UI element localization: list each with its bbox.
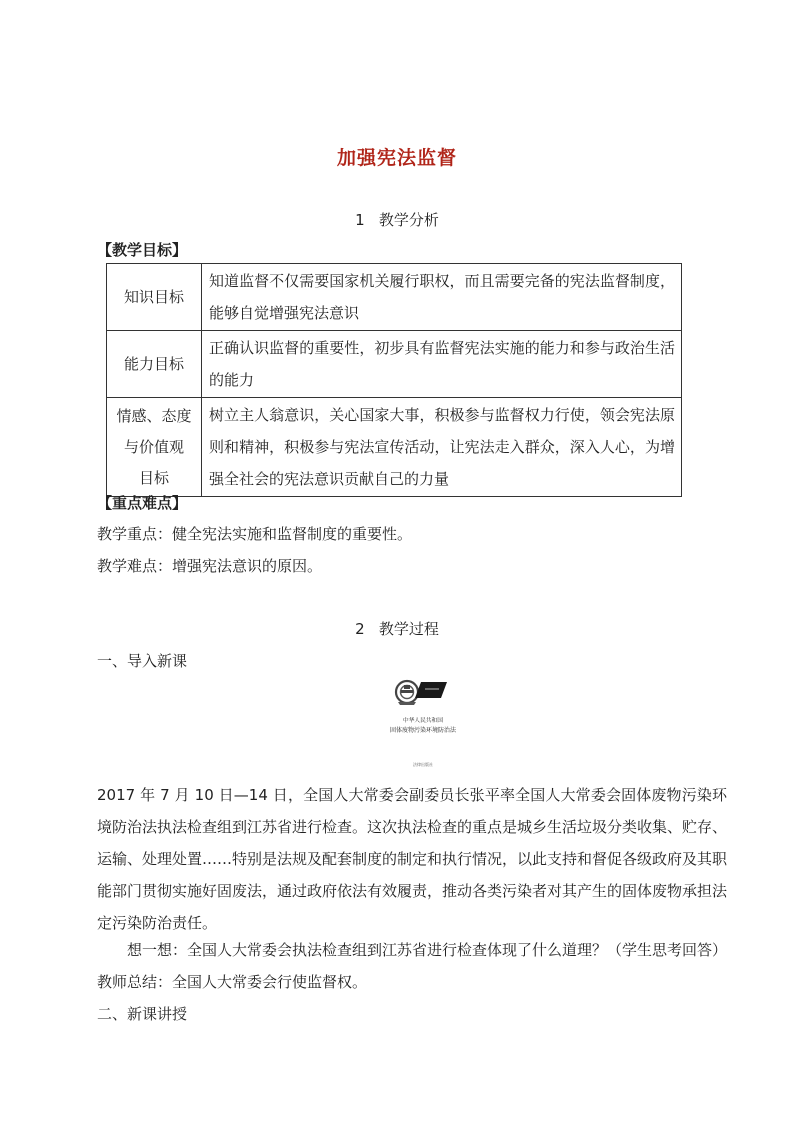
section-label: 教学过程 [378, 620, 439, 638]
section-label: 教学分析 [378, 211, 439, 229]
think-question: 想一想：全国人大常委会执法检查组到江苏省进行检查体现了什么道理？（学生思考回答） [127, 941, 728, 959]
goal-label-line: 目标 [138, 468, 169, 487]
goal-content: 正确认识监督的重要性，初步具有监督宪法实施的能力和参与政治生活的能力 [202, 331, 682, 398]
table-row [107, 331, 682, 398]
page-title: 加强宪法监督 [336, 147, 457, 169]
difficult-point: 教学难点：增强宪法意识的原因。 [97, 557, 323, 575]
goal-label [107, 398, 202, 497]
national-emblem-icon [396, 681, 418, 705]
section-heading-analysis [0, 209, 794, 230]
section-number: 1 [355, 211, 365, 229]
goal-label-line: 情感、态度 [116, 406, 192, 425]
goals-heading: 【教学目标】 [97, 241, 188, 259]
teacher-summary: 教师总结：全国人大常委会行使监督权。 [97, 973, 368, 991]
goal-content: 知道监督不仅需要国家机关履行职权，而且需要完备的宪法监督制度，能够自觉增强宪法意识 [202, 264, 682, 331]
goal-label: 能力目标 [107, 331, 202, 398]
book-title-line: 固体废物污染环境防治法 [389, 727, 456, 734]
teaching-goals-table [106, 263, 682, 497]
key-point: 教学重点：健全宪法实施和监督制度的重要性。 [97, 525, 413, 543]
table-row [107, 398, 682, 497]
table-row [107, 264, 682, 331]
book-cover-image [387, 676, 459, 766]
key-points-heading: 【重点难点】 [97, 494, 188, 512]
section-number: 2 [355, 620, 365, 638]
book-title-line: 中华人民共和国 [403, 717, 443, 724]
goal-label-line: 与价值观 [123, 437, 184, 456]
intro-paragraph: 2017 年 7 月 10 日—14 日，全国人大常委会副委员长张平率全国人大常委会固体废物污染环境防治法执法检查组到江苏省进行检查。这次执法检查的重点是城乡生活垃圾分类收集、贮存、运输、处理处置……特别是法规及配套制度的制定和执行情况，以此支持和督促各级政府及其职能部门贯彻实施好固废法，通过政府依法有效履责，推动各类污染者对其产生的固体废物承担法定污染防治责任。 [97, 786, 728, 932]
part2-heading: 二、新课讲授 [97, 1005, 188, 1023]
publisher-label: 法律出版社 [413, 762, 433, 767]
part1-heading: 一、导入新课 [97, 652, 188, 670]
goal-label: 知识目标 [107, 264, 202, 331]
section-heading-process [0, 618, 794, 639]
goal-content: 树立主人翁意识，关心国家大事，积极参与监督权力行使，领会宪法原则和精神，积极参与宪法宣传活动，让宪法走入群众，深入人心，为增强全社会的宪法意识贡献自己的力量 [202, 398, 682, 497]
